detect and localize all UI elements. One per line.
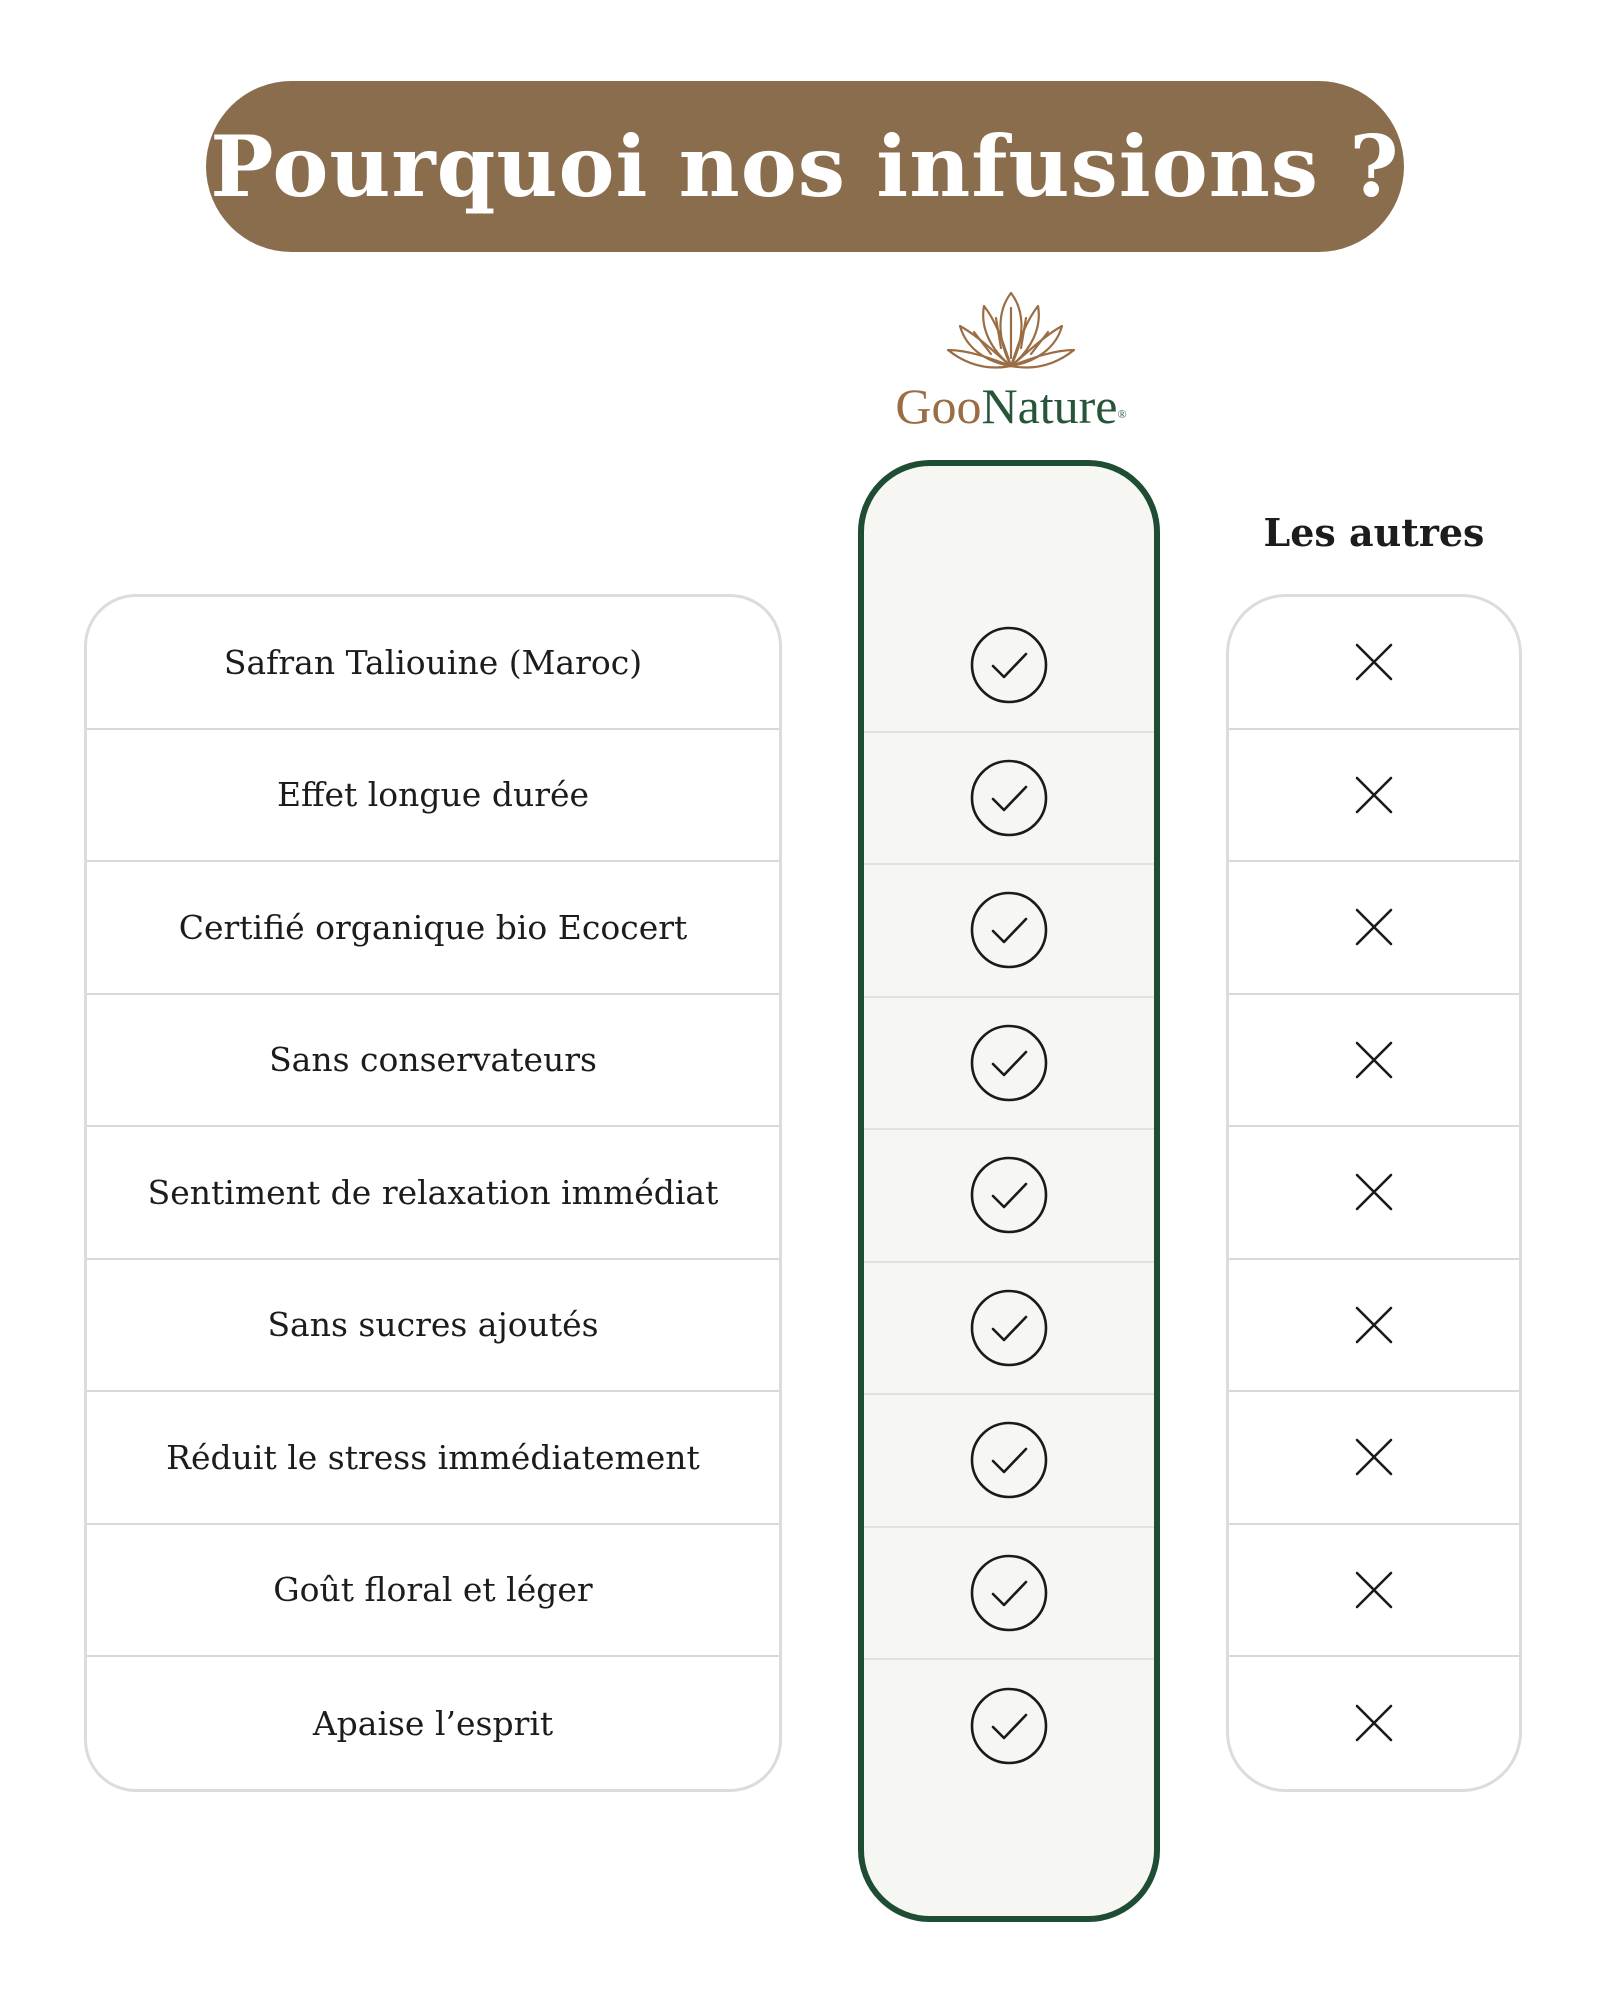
- feature-row: Goût floral et léger: [87, 1525, 779, 1658]
- goonature-cell: [864, 1130, 1154, 1263]
- cross-icon: [1354, 775, 1394, 815]
- check-circle-icon: [969, 625, 1049, 705]
- cross-icon: [1354, 907, 1394, 947]
- goonature-cell: [864, 865, 1154, 998]
- check-circle-icon: [969, 1553, 1049, 1633]
- brand-logo: [880, 288, 1142, 438]
- feature-row: Certifié organique bio Ecocert: [87, 862, 779, 995]
- cross-icon: [1354, 1570, 1394, 1610]
- brand-name-goo: Goo: [895, 378, 982, 434]
- lotus-icon: [946, 288, 1076, 378]
- others-cell: [1229, 995, 1519, 1128]
- cross-icon: [1354, 1172, 1394, 1212]
- brand-name-nature: Nature: [981, 378, 1118, 434]
- check-circle-icon: [969, 1686, 1049, 1766]
- check-circle-icon: [969, 1288, 1049, 1368]
- others-cell: [1229, 1127, 1519, 1260]
- goonature-column: [858, 460, 1160, 1922]
- others-cell: [1229, 1260, 1519, 1393]
- check-circle-icon: [969, 1420, 1049, 1500]
- cross-icon: [1354, 1305, 1394, 1345]
- page-title: Pourquoi nos infusions ?: [210, 117, 1400, 216]
- feature-row: Réduit le stress immédiatement: [87, 1392, 779, 1525]
- feature-row: Apaise l’esprit: [312, 1703, 554, 1743]
- check-circle-icon: [969, 1023, 1049, 1103]
- check-circle-icon: [969, 758, 1049, 838]
- cross-icon: [1354, 642, 1394, 682]
- others-column-header: Les autres: [1263, 510, 1485, 555]
- feature-row: Safran Taliouine (Maroc): [87, 597, 779, 730]
- others-cell: [1229, 1525, 1519, 1658]
- others-cell: [1229, 862, 1519, 995]
- goonature-cell: [864, 733, 1154, 866]
- brand-wordmark: [880, 376, 1142, 436]
- goonature-rows: [864, 600, 1154, 1793]
- goonature-cell: [864, 998, 1154, 1131]
- goonature-cell: [864, 1395, 1154, 1528]
- goonature-cell: [864, 1263, 1154, 1396]
- others-cell: [1229, 1657, 1519, 1790]
- features-list: [84, 594, 782, 1792]
- others-cell: [1229, 730, 1519, 863]
- cross-icon: [1354, 1703, 1394, 1743]
- goonature-cell: [864, 1528, 1154, 1661]
- cross-icon: [1354, 1040, 1394, 1080]
- title-banner: [206, 81, 1404, 252]
- others-cell: [1229, 1392, 1519, 1525]
- check-circle-icon: [969, 1155, 1049, 1235]
- goonature-cell: [864, 600, 1154, 733]
- feature-row: Sans conservateurs: [87, 995, 779, 1128]
- feature-row: Sentiment de relaxation immédiat: [87, 1127, 779, 1260]
- feature-row: Effet longue durée: [87, 730, 779, 863]
- others-cell: [1229, 597, 1519, 730]
- check-circle-icon: [969, 890, 1049, 970]
- goonature-cell: [864, 1660, 1154, 1793]
- feature-row: Sans sucres ajoutés: [87, 1260, 779, 1393]
- others-column: [1226, 594, 1522, 1792]
- registered-mark: ®: [1117, 407, 1127, 421]
- cross-icon: [1354, 1437, 1394, 1477]
